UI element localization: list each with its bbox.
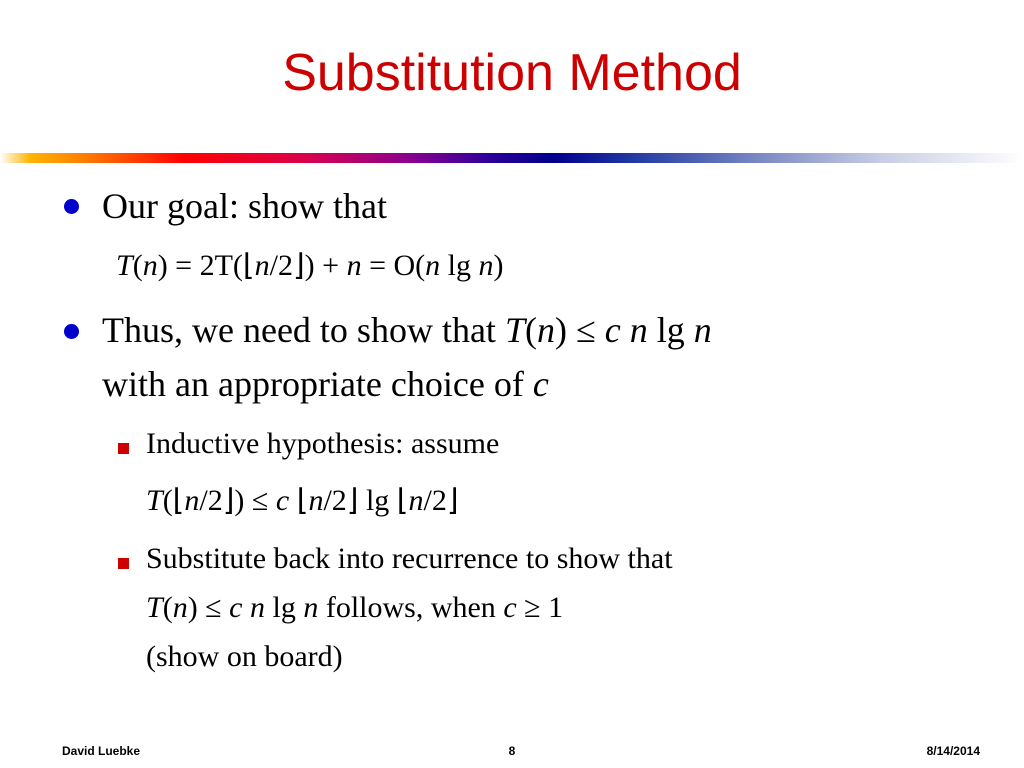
- bullet1-formula: T(n) = 2T(⌊n/2⌋) + n = O(n lg n): [116, 249, 504, 282]
- sub2-line2: T(n) ≤ c n lg n follows, when c ≥ 1: [146, 591, 564, 624]
- footer-author: David Luebke: [62, 744, 141, 758]
- sub1-text: Inductive hypothesis: assume: [146, 427, 500, 460]
- sub2-line1: Substitute back into recurrence to show that: [146, 542, 673, 575]
- bullet2-line2: with an appropriate choice of c: [102, 364, 549, 404]
- footer-page-number: 8: [508, 744, 516, 758]
- sub1-formula: T(⌊n/2⌋) ≤ c ⌊n/2⌋ lg ⌊n/2⌋: [146, 484, 459, 517]
- slide-title: Substitution Method: [282, 44, 742, 102]
- bullet2-line1: Thus, we need to show that T(n) ≤ c n lg n: [102, 310, 712, 350]
- footer-date: 8/14/2014: [926, 744, 980, 758]
- bullet-circle-icon: [64, 199, 79, 214]
- bullet-square-icon: [118, 558, 129, 569]
- bullet-circle-icon: [64, 324, 79, 339]
- sub2-line3: (show on board): [146, 640, 343, 673]
- bullet-square-icon: [118, 443, 129, 454]
- bullet1-text: Our goal: show that: [102, 186, 387, 226]
